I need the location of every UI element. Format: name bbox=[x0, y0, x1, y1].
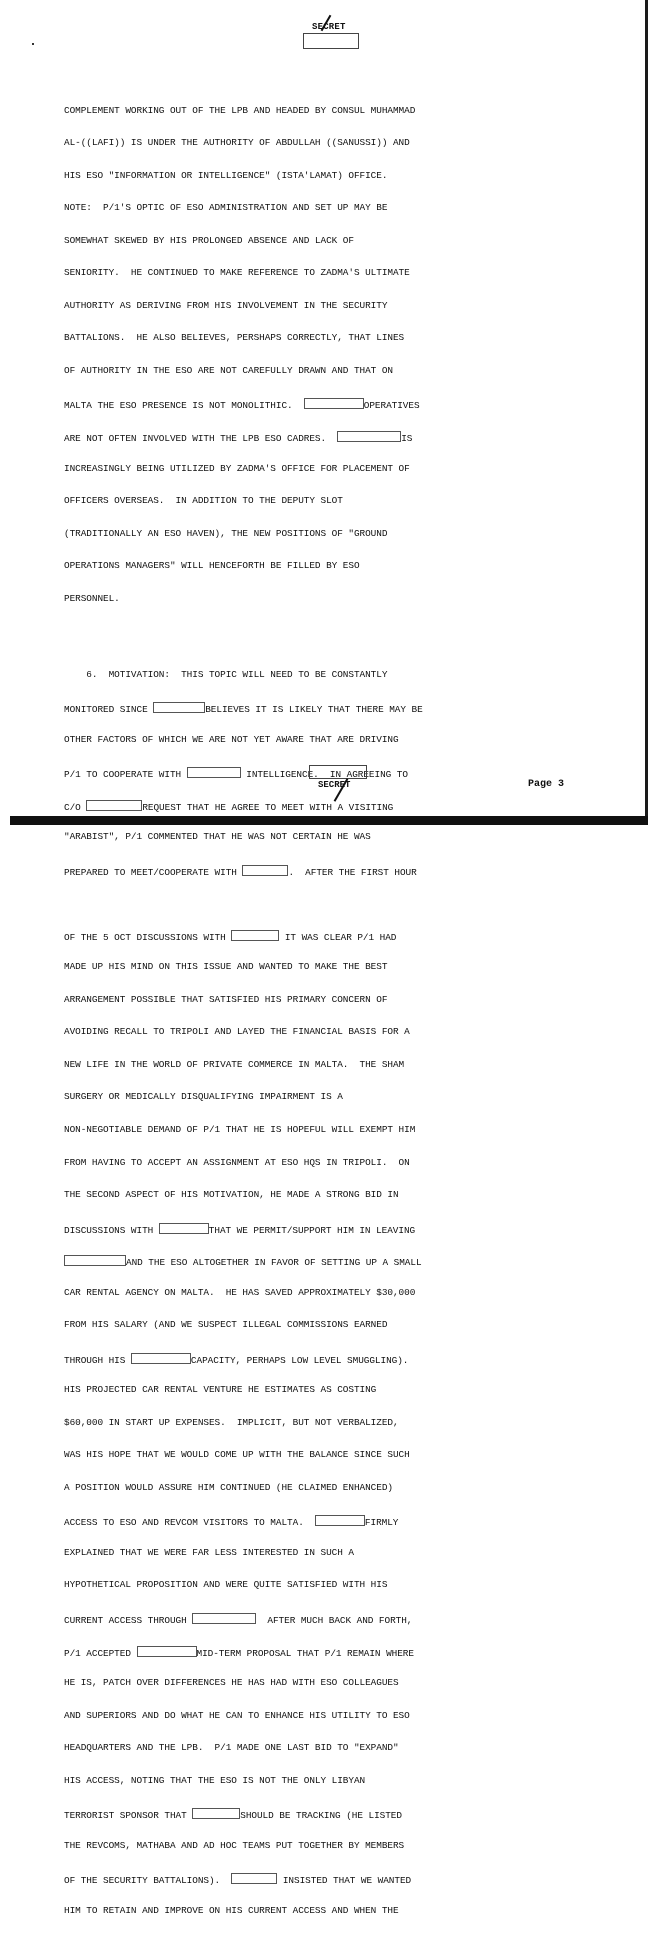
redaction-box bbox=[309, 765, 367, 779]
text-line: OF AUTHORITY IN THE ESO ARE NOT CAREFULLY DRAWN AND THAT ON bbox=[64, 364, 393, 376]
redaction-box bbox=[131, 1353, 191, 1364]
text-fragment: . AFTER THE FIRST HOUR bbox=[288, 866, 417, 878]
redaction-box bbox=[303, 33, 359, 49]
text-fragment: AND THE ESO ALTOGETHER IN FAVOR OF SETTING UP A SMALL bbox=[126, 1257, 422, 1269]
text-fragment: INTELLIGENCE. IN AGREEING TO bbox=[240, 769, 408, 781]
text-fragment: P/1 TO COOPERATE WITH bbox=[64, 769, 187, 781]
text-fragment: SHOULD BE TRACKING (HE LISTED bbox=[240, 1810, 402, 1822]
text-fragment: BELIEVES IT IS LIKELY THAT THERE MAY BE bbox=[205, 704, 423, 716]
text-line: CAR RENTAL AGENCY ON MALTA. HE HAS SAVED APPROXIMATELY $30,000 bbox=[64, 1286, 416, 1298]
text-line: OFFICERS OVERSEAS. IN ADDITION TO THE DEPUTY SLOT bbox=[64, 495, 343, 507]
text-fragment: MID-TERM PROPOSAL THAT P/1 REMAIN WHERE bbox=[196, 1647, 414, 1659]
redaction-box bbox=[86, 800, 142, 811]
text-line: NOTE: P/1'S OPTIC OF ESO ADMINISTRATION AND SET UP MAY BE bbox=[64, 202, 388, 214]
redaction-box bbox=[159, 1223, 209, 1234]
text-line: (TRADITIONALLY AN ESO HAVEN), THE NEW POSITIONS OF "GROUND bbox=[64, 527, 388, 539]
text-line: HIS PROJECTED CAR RENTAL VENTURE HE ESTIMATES AS COSTING bbox=[64, 1384, 377, 1396]
text-line: HE IS, PATCH OVER DIFFERENCES HE HAS HAD WITH ESO COLLEAGUES bbox=[64, 1677, 399, 1689]
text-fragment: OF THE SECURITY BATTALIONS). bbox=[64, 1875, 232, 1887]
text-line bbox=[64, 1808, 534, 1822]
text-fragment: CURRENT ACCESS THROUGH bbox=[64, 1614, 193, 1626]
text-line: THE REVCOMS, MATHABA AND AD HOC TEAMS PUT TOGETHER BY MEMBERS bbox=[64, 1839, 405, 1851]
text-line bbox=[64, 1873, 534, 1887]
text-line bbox=[64, 431, 534, 442]
text-fragment: MALTA THE ESO PRESENCE IS NOT MONOLITHIC. bbox=[64, 400, 304, 412]
text-fragment: OPERATIVES bbox=[363, 400, 420, 412]
text-fragment: IT WAS CLEAR P/1 HAD bbox=[279, 931, 397, 943]
text-line: MADE UP HIS MIND ON THIS ISSUE AND WANTED TO MAKE THE BEST bbox=[64, 961, 388, 973]
text-line: FROM HIS SALARY (AND WE SUSPECT ILLEGAL COMMISSIONS EARNED bbox=[64, 1319, 388, 1331]
text-line bbox=[64, 800, 534, 811]
text-line bbox=[64, 1223, 534, 1234]
text-line: ARRANGEMENT POSSIBLE THAT SATISFIED HIS PRIMARY CONCERN OF bbox=[64, 993, 388, 1005]
redaction-box bbox=[187, 767, 241, 778]
text-fragment: PREPARED TO MEET/COOPERATE WITH bbox=[64, 866, 243, 878]
text-fragment: INSISTED THAT WE WANTED bbox=[277, 1875, 412, 1887]
text-line: AL-((LAFI)) IS UNDER THE AUTHORITY OF ABDULLAH ((SANUSSI)) AND bbox=[64, 137, 410, 149]
redaction-box bbox=[153, 702, 205, 713]
text-line: SURGERY OR MEDICALLY DISQUALIFYING IMPAIRMENT IS A bbox=[64, 1091, 343, 1103]
redaction-box bbox=[192, 1613, 256, 1624]
text-line: HEADQUARTERS AND THE LPB. P/1 MADE ONE LAST BID TO "EXPAND" bbox=[64, 1742, 399, 1754]
text-line bbox=[64, 1255, 534, 1269]
redaction-box bbox=[231, 930, 279, 941]
text-line: COMPLEMENT WORKING OUT OF THE LPB AND HEADED BY CONSUL MUHAMMAD bbox=[64, 104, 416, 116]
text-fragment: ACCESS TO ESO AND REVCOM VISITORS TO MALTA. bbox=[64, 1517, 315, 1529]
text-fragment: TERRORIST SPONSOR THAT bbox=[64, 1810, 193, 1822]
text-fragment: ARE NOT OFTEN INVOLVED WITH THE LPB ESO CADRES. bbox=[64, 433, 338, 444]
text-line bbox=[64, 702, 534, 716]
redaction-box bbox=[337, 431, 401, 442]
scan-speck bbox=[32, 43, 34, 45]
text-line: HYPOTHETICAL PROPOSITION AND WERE QUITE SATISFIED WITH HIS bbox=[64, 1579, 388, 1591]
text-line bbox=[64, 767, 534, 781]
text-line bbox=[64, 1613, 534, 1624]
text-fragment: CAPACITY, PERHAPS LOW LEVEL SMUGGLING). bbox=[190, 1354, 409, 1366]
page-number: Page 3 bbox=[528, 779, 565, 790]
text-fragment: THROUGH HIS bbox=[64, 1354, 131, 1366]
text-line: AVOIDING RECALL TO TRIPOLI AND LAYED THE FINANCIAL BASIS FOR A bbox=[64, 1026, 410, 1038]
text-line bbox=[64, 930, 534, 941]
redaction-box bbox=[192, 1808, 240, 1819]
redaction-box bbox=[231, 1873, 277, 1884]
redaction-box bbox=[64, 1255, 126, 1266]
classification-header: SECRET bbox=[312, 22, 346, 32]
text-line: "ARABIST", P/1 COMMENTED THAT HE WAS NOT CERTAIN HE WAS bbox=[64, 831, 371, 843]
text-line: BATTALIONS. HE ALSO BELIEVES, PERSHAPS CORRECTLY, THAT LINES bbox=[64, 332, 405, 344]
redaction-box bbox=[315, 1515, 365, 1526]
text-fragment: AFTER MUCH BACK AND FORTH, bbox=[256, 1614, 413, 1626]
text-line: WAS HIS HOPE THAT WE WOULD COME UP WITH THE BALANCE SINCE SUCH bbox=[64, 1449, 410, 1461]
text-line: HIM TO RETAIN AND IMPROVE ON HIS CURRENT ACCESS AND WHEN THE bbox=[64, 1904, 399, 1916]
document-body bbox=[64, 84, 534, 1938]
text-line: HIS ESO "INFORMATION OR INTELLIGENCE" (ISTA'LAMAT) OFFICE. bbox=[64, 169, 388, 181]
text-line: PERSONNEL. bbox=[64, 592, 120, 604]
text-line: INCREASINGLY BEING UTILIZED BY ZADMA'S OFFICE FOR PLACEMENT OF bbox=[64, 462, 410, 474]
text-line: HIS ACCESS, NOTING THAT THE ESO IS NOT THE ONLY LIBYAN bbox=[64, 1774, 366, 1786]
text-fragment: DISCUSSIONS WITH bbox=[64, 1224, 159, 1236]
text-fragment: FIRMLY bbox=[364, 1517, 399, 1529]
text-line: SENIORITY. HE CONTINUED TO MAKE REFERENCE TO ZADMA'S ULTIMATE bbox=[64, 267, 410, 279]
text-line: A POSITION WOULD ASSURE HIM CONTINUED (HE CLAIMED ENHANCED) bbox=[64, 1481, 393, 1493]
redaction-box bbox=[242, 865, 288, 876]
text-line: THE SECOND ASPECT OF HIS MOTIVATION, HE MADE A STRONG BID IN bbox=[64, 1189, 399, 1201]
text-line bbox=[64, 1515, 534, 1529]
text-fragment: P/1 ACCEPTED bbox=[64, 1647, 137, 1659]
text-fragment: MONITORED SINCE bbox=[64, 704, 154, 716]
text-line: AND SUPERIORS AND DO WHAT HE CAN TO ENHANCE HIS UTILITY TO ESO bbox=[64, 1709, 410, 1721]
text-line bbox=[64, 865, 534, 876]
text-fragment: IS bbox=[401, 433, 413, 444]
text-line bbox=[64, 398, 534, 412]
text-line: OTHER FACTORS OF WHICH WE ARE NOT YET AWARE THAT ARE DRIVING bbox=[64, 733, 399, 745]
classification-footer: SECRET bbox=[318, 780, 351, 790]
text-line: SOMEWHAT SKEWED BY HIS PROLONGED ABSENCE AND LACK OF bbox=[64, 234, 354, 246]
text-fragment: REQUEST THAT HE AGREE TO MEET WITH A VISITING bbox=[142, 801, 394, 813]
text-line: EXPLAINED THAT WE WERE FAR LESS INTERESTED IN SUCH A bbox=[64, 1546, 354, 1558]
text-fragment: THAT WE PERMIT/SUPPORT HIM IN LEAVING bbox=[208, 1224, 416, 1236]
text-fragment: C/O bbox=[64, 801, 87, 813]
text-line: AUTHORITY AS DERIVING FROM HIS INVOLVEMENT IN THE SECURITY bbox=[64, 299, 388, 311]
text-line bbox=[64, 1353, 534, 1364]
text-line: 6. MOTIVATION: THIS TOPIC WILL NEED TO BE CONSTANTLY bbox=[64, 668, 388, 680]
text-line: OPERATIONS MANAGERS" WILL HENCEFORTH BE FILLED BY ESO bbox=[64, 560, 360, 572]
text-line: $60,000 IN START UP EXPENSES. IMPLICIT, BUT NOT VERBALIZED, bbox=[64, 1416, 399, 1428]
text-fragment: OF THE 5 OCT DISCUSSIONS WITH bbox=[64, 931, 232, 943]
redaction-box bbox=[137, 1646, 197, 1657]
redaction-box bbox=[304, 398, 364, 409]
text-line: NON-NEGOTIABLE DEMAND OF P/1 THAT HE IS HOPEFUL WILL EXEMPT HIM bbox=[64, 1124, 416, 1135]
text-line: NEW LIFE IN THE WORLD OF PRIVATE COMMERCE IN MALTA. THE SHAM bbox=[64, 1058, 405, 1070]
text-line: FROM HAVING TO ACCEPT AN ASSIGNMENT AT ESO HQS IN TRIPOLI. ON bbox=[64, 1156, 410, 1168]
text-line bbox=[64, 1646, 534, 1657]
